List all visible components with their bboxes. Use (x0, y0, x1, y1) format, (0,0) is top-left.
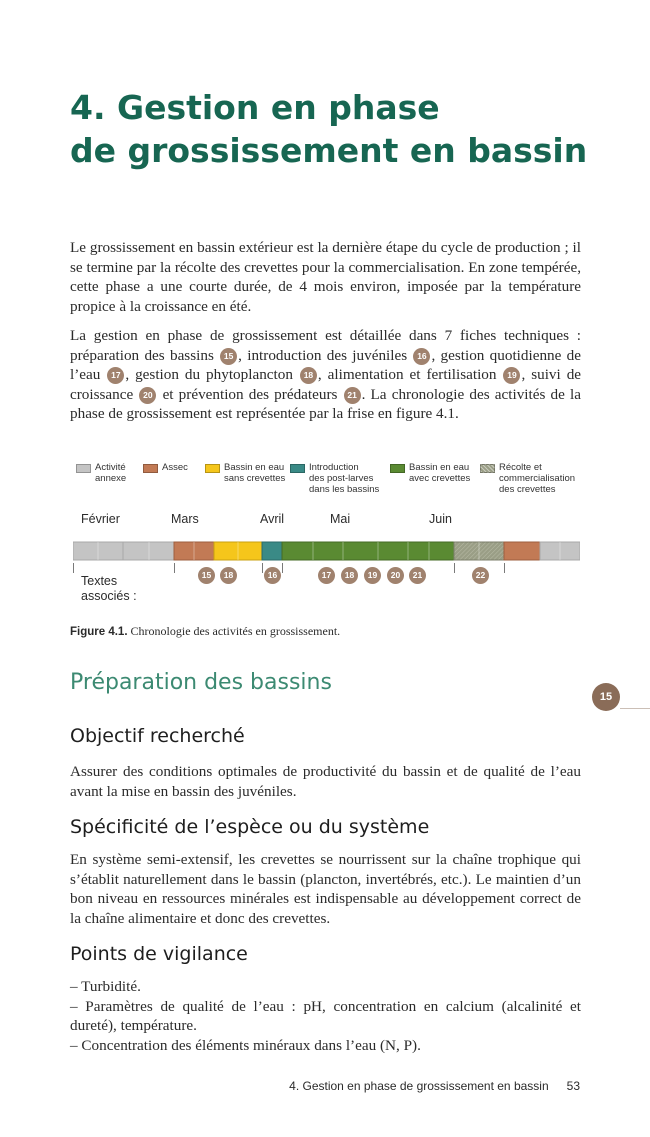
fiche-ref-badge: 18 (341, 567, 358, 584)
legend-item: Activité annexe (76, 462, 126, 484)
specificity-text: En système semi-extensif, les crevettes se nourrissent sur la chaîne trophique qui s’établit naturellement dans le bassin (plancton, invertébrés, etc.). Le maintien d’un bon niveau en ressources minérales est indispensable au développement correct de la chaîne alimentaire et donc des crevettes. (70, 851, 581, 927)
objective-text: Assurer des conditions optimales de productivité du bassin et de qualité de l’eau avant la mise en bassin des juvéniles. (70, 763, 581, 800)
month-label: Juin (429, 512, 452, 526)
month-label: Avril (260, 512, 285, 526)
associated-texts-label: Textes associés : (81, 574, 137, 603)
fiche-ref-badge: 20 (387, 567, 404, 584)
segment-eau-avec-crevettes (282, 542, 454, 560)
fiche-ref-badge: 22 (472, 567, 489, 584)
intro-paragraph-1: Le grossissement en bassin extérieur est la dernière étape du cycle de production ; il se termine par la récolte des crevettes pour la commercialisation. En zone tempérée, cette phase a une courte durée, de 4 mois environ, imposée par la température propice à la croissance en été. (70, 239, 581, 315)
fiche-ref-badge: 20 (139, 387, 156, 404)
legend-swatch (290, 464, 305, 473)
section-title: Préparation des bassins (70, 670, 332, 695)
timeline-bar (73, 539, 580, 563)
fiche-ref-badge: 15 (198, 567, 215, 584)
figure-caption-text: Chronologie des activités en grossissement. (127, 624, 341, 638)
fiche-ref-badge: 16 (264, 567, 281, 584)
legend-item: Introduction des post-larves dans les bassins (290, 462, 379, 495)
fiche-ref-badge: 21 (344, 387, 361, 404)
fiche-ref-badge: 18 (220, 567, 237, 584)
legend-swatch (205, 464, 220, 473)
fiche-ref-badge: 16 (413, 348, 430, 365)
fiche-ref-badge: 19 (503, 367, 520, 384)
page-number: 53 (566, 1079, 580, 1093)
chapter-title (70, 86, 610, 172)
vigilance-heading: Points de vigilance (70, 943, 248, 965)
legend-item: Assec (143, 462, 188, 473)
list-item: – Concentration des éléments minéraux dans l’eau (N, P). (70, 1036, 421, 1054)
legend-swatch (390, 464, 405, 473)
figure-caption (70, 624, 340, 639)
running-title: 4. Gestion en phase de grossissement en bassin (289, 1079, 549, 1093)
legend-swatch (143, 464, 158, 473)
legend-item: Récolte et commercialisation des crevettes (480, 462, 575, 495)
legend-swatch (480, 464, 495, 473)
page-footer (289, 1079, 580, 1093)
segment-assec (504, 542, 540, 560)
intro-paragraph-2: La gestion en phase de grossissement est détaillée dans 7 fiches techniques : préparation des bassins 15 , introduction des juvéniles 16 , gestion quotidienne de l’eau 17 , gestion du phytoplancton 18 , alimentation et fertilisation 19 , suivi de croissance 20 et prévention des prédateurs 21 . La chronologie des activités de la phase de grossissement est représentée par la frise en figure 4.1. (70, 327, 582, 422)
month-label: Février (81, 512, 120, 526)
objective-heading: Objectif recherché (70, 725, 245, 747)
fiche-ref-badge: 21 (409, 567, 426, 584)
fiche-ref-badge: 17 (318, 567, 335, 584)
associated-refs-row (73, 567, 580, 587)
figure-caption-label: Figure 4.1. (70, 626, 128, 638)
chapter-title-line-1: 4. Gestion en phase (70, 88, 440, 127)
month-label: Mai (330, 512, 351, 526)
legend-item: Bassin en eau avec crevettes (390, 462, 470, 484)
fiche-ref-badge: 19 (364, 567, 381, 584)
vigilance-list (70, 977, 581, 1055)
fiche-ref-badge: 15 (220, 348, 237, 365)
fiche-ref-badge: 18 (300, 367, 317, 384)
fiche-number-badge: 15 (592, 683, 620, 711)
figure-legend (76, 462, 586, 500)
legend-item: Bassin en eau sans crevettes (205, 462, 285, 484)
list-item: – Turbidité. (70, 978, 141, 995)
segment-introduction (262, 542, 282, 560)
chapter-title-line-2: de grossissement en bassin (70, 131, 588, 170)
specificity-heading: Spécificité de l’espèce ou du système (70, 816, 430, 838)
list-item: – Paramètres de qualité de l’eau : pH, concentration en calcium (alcalinité et dureté), température. (70, 997, 581, 1034)
side-divider (620, 708, 650, 709)
month-label: Mars (171, 512, 199, 526)
fiche-ref-badge: 17 (107, 367, 124, 384)
legend-swatch (76, 464, 91, 473)
